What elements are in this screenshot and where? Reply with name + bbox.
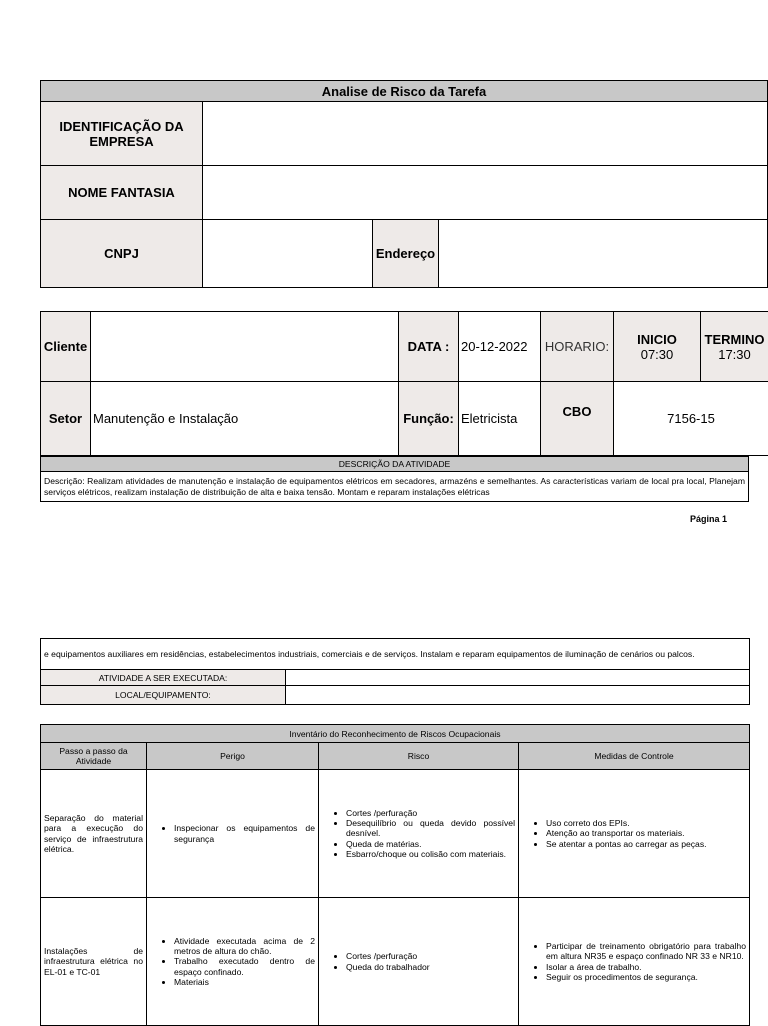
medidas-cell	[519, 898, 750, 1026]
perigo-list	[150, 936, 315, 987]
page-number: Página 1	[690, 514, 727, 524]
endereco-value	[439, 220, 768, 288]
cnpj-label: CNPJ	[41, 220, 203, 288]
passo-cell: Instalações de infraestrutura elétrica no EL-01 e TC-01	[41, 898, 147, 1026]
list-item: • Atividade executada acima de 2 metros de altura do chão.	[174, 936, 315, 957]
list-item: • Queda de matérias.	[346, 839, 515, 849]
descricao-text: Descrição: Realizam atividades de manutenção e instalação de equipamentos elétricos em secadores, armazéns e semelhantes. As características variam de local pra local, Planejam serviços elétricos, realizam instalação de distribuição de alta e baixa tensão. Montam e reparam instalações elétricas	[41, 472, 749, 502]
perigo-cell	[147, 898, 319, 1026]
funcao-value: Eletricista	[459, 382, 541, 456]
identificacao-value	[203, 102, 768, 166]
local-equipamento-label: LOCAL/EQUIPAMENTO:	[41, 686, 286, 705]
perigo-list	[150, 823, 315, 844]
data-label: DATA :	[399, 312, 459, 382]
inventario-riscos-table	[40, 724, 750, 1026]
funcao-label: Função:	[399, 382, 459, 456]
medidas-list	[522, 941, 746, 982]
list-item: • Inspecionar os equipamentos de segurança	[174, 823, 315, 844]
inventario-title: Inventário do Reconhecimento de Riscos Ocupacionais	[41, 725, 750, 743]
risco-list	[322, 951, 515, 972]
list-item: • Uso correto dos EPIs.	[546, 818, 746, 828]
setor-label: Setor	[41, 382, 91, 456]
descricao-heading: DESCRIÇÃO DA ATIVIDADE	[41, 457, 749, 472]
inicio-label: INICIO	[614, 332, 700, 347]
column-header-passo: Passo a passo da Atividade	[41, 743, 147, 770]
risco-cell	[319, 898, 519, 1026]
list-item: • Participar de treinamento obrigatório para trabalho em altura NR35 e espaço confinado NR 33 e NR10.	[546, 941, 746, 962]
atividade-executar-value	[286, 670, 750, 686]
list-item: • Materiais	[174, 977, 315, 987]
list-item: • Queda do trabalhador	[346, 962, 515, 972]
horario-label: HORARIO:	[541, 312, 614, 382]
table-row	[41, 898, 750, 1026]
column-header-medidas: Medidas de Controle	[519, 743, 750, 770]
column-header-perigo: Perigo	[147, 743, 319, 770]
medidas-cell	[519, 770, 750, 898]
inicio-cell	[614, 312, 701, 382]
termino-label: TERMINO	[701, 332, 768, 347]
cliente-label: Cliente	[41, 312, 91, 382]
descricao-table	[40, 456, 749, 502]
nome-fantasia-label: NOME FANTASIA	[41, 166, 203, 220]
list-item: • Cortes /perfuração	[346, 951, 515, 961]
identificacao-label: IDENTIFICAÇÃO DA EMPRESA	[41, 102, 203, 166]
endereco-label: Endereço	[373, 220, 439, 288]
list-item: • Cortes /perfuração	[346, 808, 515, 818]
nome-fantasia-value	[203, 166, 768, 220]
table-row	[41, 770, 750, 898]
cbo-value: 7156-15	[614, 382, 768, 456]
document-title: Analise de Risco da Tarefa	[41, 81, 768, 102]
list-item: • Esbarro/choque ou colisão com materiais.	[346, 849, 515, 859]
cliente-value	[91, 312, 399, 382]
list-item: • Seguir os procedimentos de segurança.	[546, 972, 746, 982]
cnpj-value	[203, 220, 373, 288]
risco-list	[322, 808, 515, 859]
company-identification-table	[40, 80, 768, 288]
medidas-list	[522, 818, 746, 849]
client-info-table	[40, 311, 768, 456]
list-item: • Isolar a área de trabalho.	[546, 962, 746, 972]
list-item: • Se atentar a pontas ao carregar as peças.	[546, 839, 746, 849]
termino-value: 17:30	[701, 347, 768, 362]
atividade-table	[40, 638, 750, 705]
passo-cell: Separação do material para a execução do serviço de infraestrutura elétrica.	[41, 770, 147, 898]
inicio-value: 07:30	[614, 347, 700, 362]
perigo-cell	[147, 770, 319, 898]
list-item: • Trabalho executado dentro de espaço confinado.	[174, 956, 315, 977]
column-header-risco: Risco	[319, 743, 519, 770]
list-item: • Desequilíbrio ou queda devido possível desnível.	[346, 818, 515, 839]
atividade-executar-label: ATIVIDADE A SER EXECUTADA:	[41, 670, 286, 686]
cbo-label: CBO	[541, 382, 614, 456]
data-value: 20-12-2022	[459, 312, 541, 382]
termino-cell	[701, 312, 768, 382]
list-item: • Atenção ao transportar os materiais.	[546, 828, 746, 838]
risco-cell	[319, 770, 519, 898]
local-equipamento-value	[286, 686, 750, 705]
descricao-text-continued: e equipamentos auxiliares em residências, estabelecimentos industriais, comerciais e de serviços. Instalam e reparam equipamentos de iluminação de cenários ou palcos.	[41, 639, 750, 670]
setor-value: Manutenção e Instalação	[91, 382, 399, 456]
